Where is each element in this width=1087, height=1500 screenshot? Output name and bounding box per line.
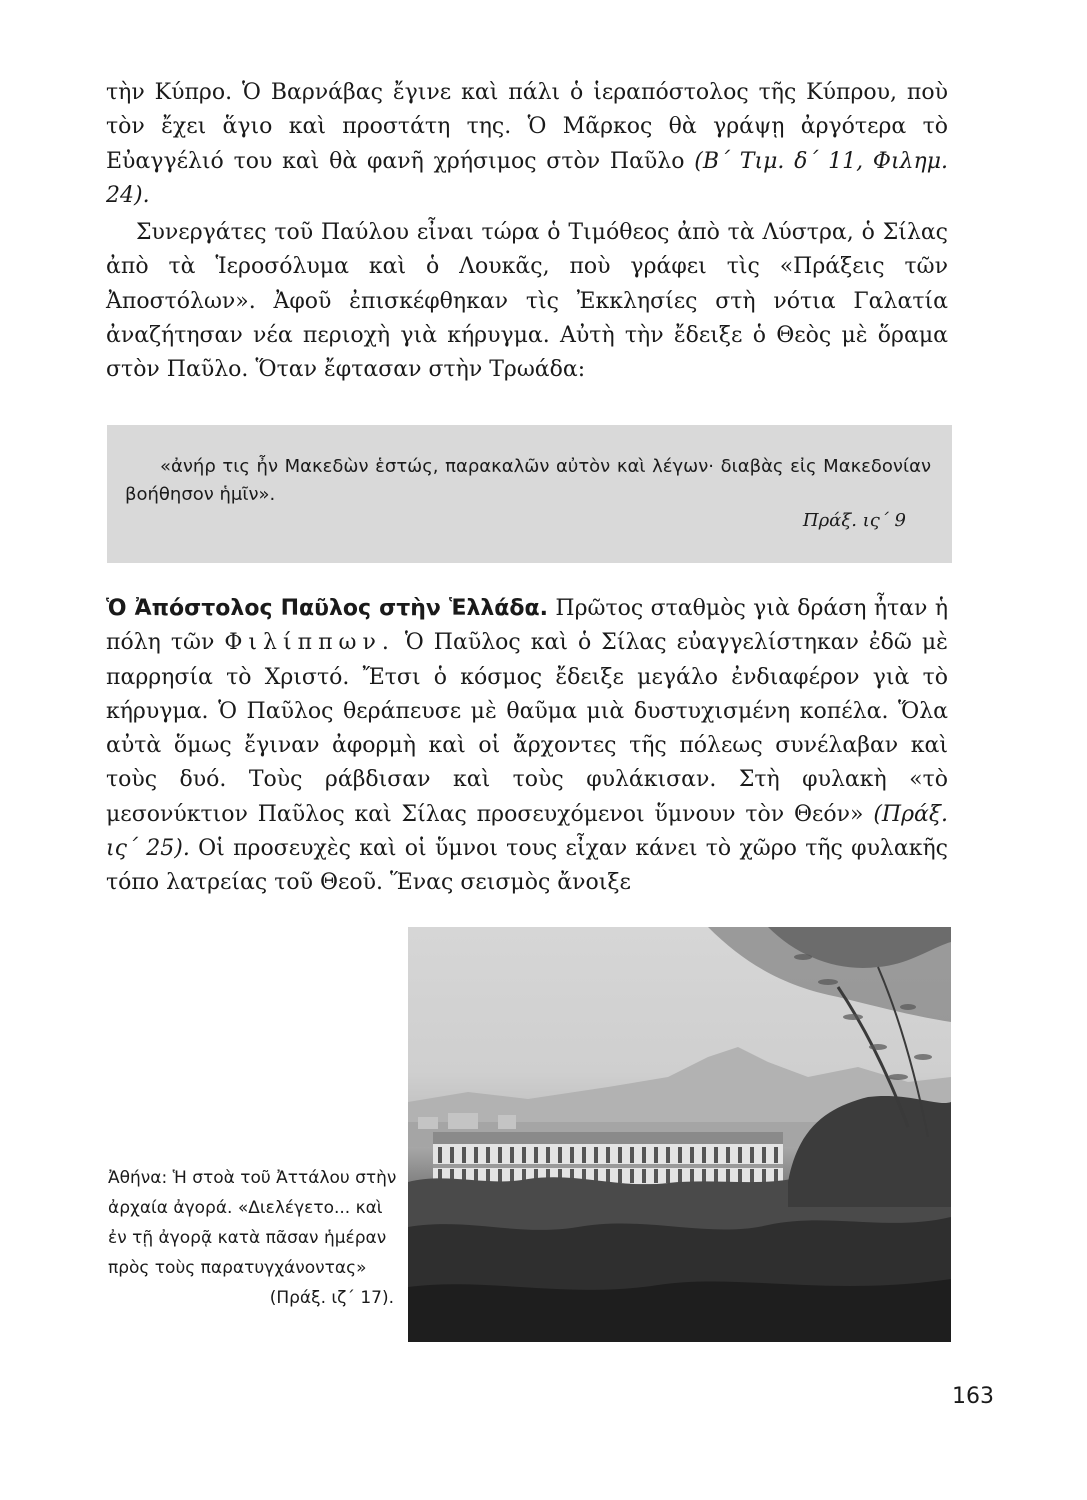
city-name: Φιλίππων.: [224, 630, 395, 656]
section-heading: Ὁ Ἀπόστολος Παῦλος στὴν Ἑλλάδα.: [106, 596, 549, 621]
paragraph-1-reference: (Β΄ Τιμ. δ΄ 11, Φιλημ. 24).: [106, 148, 949, 208]
quote-reference: Πράξ. ις΄ 9: [802, 510, 906, 531]
quote-text: «ἀνήρ τις ἦν Μακεδὼν ἑστώς, παρακαλῶν αὐτὸν καὶ λέγων· διαβὰς εἰς Μακεδονίαν βοήθησον ἡμῖν».: [125, 456, 931, 505]
paragraph-3-text-c: Οἱ προσευχὲς καὶ οἱ ὕμνοι τους εἶχαν κάνει τὸ χῶρο τῆς φυλακῆς τόπο λατρείας τοῦ Θεοῦ. Ἕνας σεισμὸς ἄνοιξε: [106, 836, 948, 896]
paragraph-3-reference: (Πράξ. ις΄ 25).: [106, 801, 948, 862]
page-number: 163: [952, 1384, 994, 1409]
paragraph-3-text-b: Ὁ Παῦλος καὶ ὁ Σίλας εὐαγγελίστηκαν ἐδῶ μὲ παρρησία τὸ Χριστό. Ἔτσι ὁ κόσμος ἔδειξε μεγάλο ἐνδιαφέρον γιὰ τὸ κήρυγμα. Ὁ Παῦλος θεράπευσε μὲ θαῦμα μιὰ δυστυχισμένη κοπέλα. Ὅλα αὐτὰ ὅμως ἔγιναν ἀφορμὴ καὶ οἱ ἄρχοντες τῆς πόλεως συνέλαβαν καὶ τοὺς δυό. Τοὺς ράβδισαν καὶ τοὺς φυλάκισαν. Στὴ φυλακὴ «τὸ μεσονύκτιον Παῦλος καὶ Σίλας προσευχόμενοι ὕμνουν τὸν Θεόν»: [106, 630, 948, 827]
paragraph-3-text-a: Πρῶτος σταθμὸς γιὰ δράση ἦταν ἡ πόλη τῶν: [106, 596, 948, 656]
caption-reference: (Πράξ. ιζ΄ 17).: [269, 1288, 394, 1308]
paragraph-3: [106, 592, 948, 901]
paragraph-2: Συνεργάτες τοῦ Παύλου εἶναι τώρα ὁ Τιμόθεος ἀπὸ τὰ Λύστρα, ὁ Σίλας ἀπὸ τὰ Ἱεροσόλυμα καὶ ὁ Λουκᾶς, ποὺ γράφει τὶς «Πράξεις τῶν Ἀποστόλων». Ἀφοῦ ἐπισκέφθηκαν τὶς Ἐκκλησίες στὴ νότια Γαλατία ἀναζήτησαν νέα περιοχὴ γιὰ κήρυγμα. Αὐτὴ τὴν ἔδειξε ὁ Θεὸς μὲ ὅραμα στὸν Παῦλο. Ὅταν ἔφτασαν στὴν Τρωάδα:: [106, 220, 948, 383]
stoa-of-attalos-photo: [408, 927, 951, 1342]
photo-caption: [108, 1163, 398, 1313]
paragraph-1: [106, 76, 948, 213]
paragraph-1-text: τὴν Κύπρο. Ὁ Βαρνάβας ἔγινε καὶ πάλι ὁ ἱεραπόστολος τῆς Κύπρου, ποὺ τὸν ἔχει ἅγιο καὶ προστάτη της. Ὁ Μᾶρκος θὰ γράψῃ ἀργότερα τὸ Εὐαγγέλιό του καὶ θὰ φανῆ χρήσιμος στὸν Παῦλο: [106, 80, 948, 174]
quote-box: [107, 425, 952, 563]
caption-text: Ἀθήνα: Ἡ στοὰ τοῦ Ἀττάλου στὴν ἀρχαία ἀγορά. «Διελέγετο... καὶ ἐν τῇ ἀγορᾷ κατὰ πᾶσαν ἡμέραν πρὸς τοὺς παρατυγχάνοντας»: [108, 1168, 397, 1278]
photo-illustration: [408, 927, 951, 1342]
